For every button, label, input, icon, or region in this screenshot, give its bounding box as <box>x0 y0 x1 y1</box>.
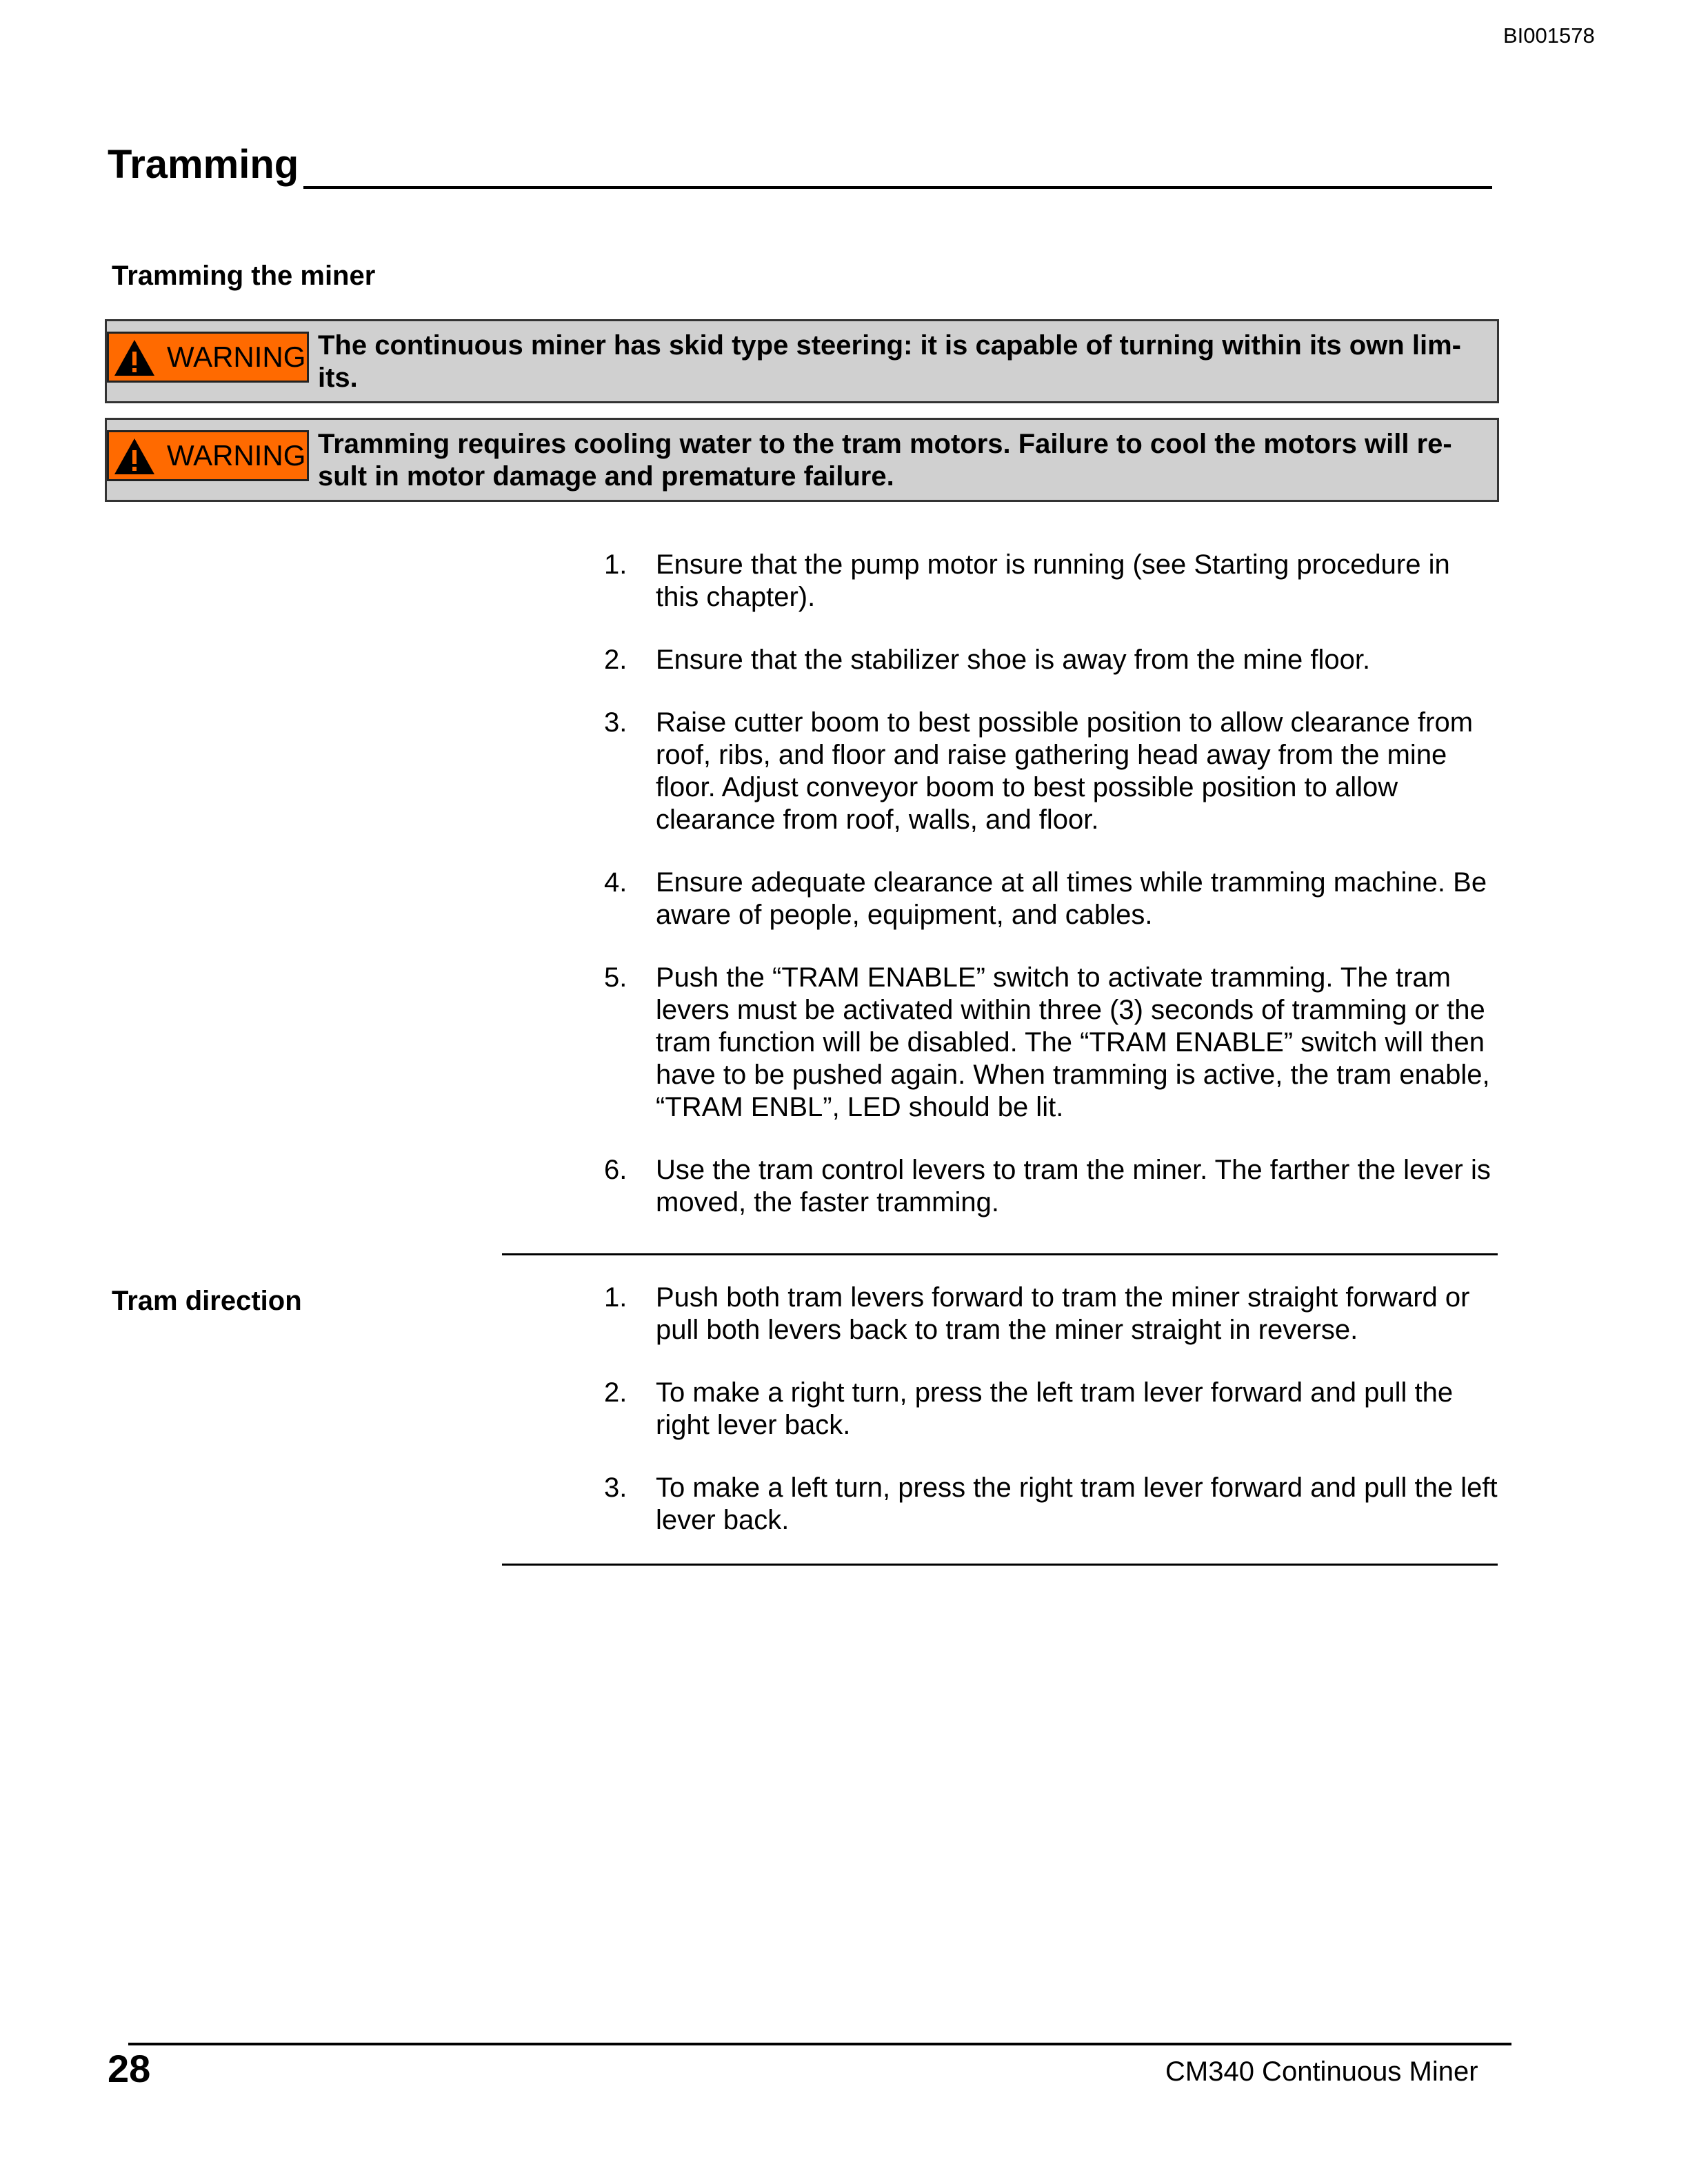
warning-box-skid-steering <box>105 319 1499 403</box>
footer-rule <box>128 2043 1511 2045</box>
tram-direction-steps-list <box>604 1282 1500 1567</box>
list-item-number: 5. <box>604 962 627 993</box>
warning-text: Tramming requires cooling water to the tram motors. Failure to cool the motors will re-sult in motor damage and premature failure. <box>318 429 1452 492</box>
list-item <box>604 549 1500 614</box>
list-item <box>604 644 1500 676</box>
list-item <box>604 1154 1500 1219</box>
list-item-number: 1. <box>604 1282 627 1313</box>
list-item-text: To make a left turn, press the right tram lever forward and pull the left lever back. <box>656 1473 1498 1535</box>
list-item-number: 3. <box>604 707 627 738</box>
list-item <box>604 867 1500 931</box>
list-item <box>604 1377 1500 1442</box>
list-item-number: 1. <box>604 549 627 580</box>
list-item <box>604 707 1500 836</box>
list-item-text: To make a right turn, press the left tram lever forward and pull the right lever back. <box>656 1377 1454 1440</box>
list-item-text: Push both tram levers forward to tram the miner straight forward or pull both levers back to tram the miner straight in reverse. <box>656 1282 1470 1345</box>
list-item-text: Ensure adequate clearance at all times while tramming machine. Be aware of people, equipment, and cables. <box>656 867 1487 930</box>
warning-triangle-icon <box>113 436 156 476</box>
list-item-number: 4. <box>604 867 627 898</box>
section-divider <box>502 1253 1498 1255</box>
list-item <box>604 962 1500 1124</box>
list-item-text: Raise cutter boom to best possible position to allow clearance from roof, ribs, and floor and raise gathering head away from the mine floor. Adjust conveyor boom to best possible position to allow clearance from roof, walls, and floor. <box>656 707 1474 835</box>
list-item-text: Ensure that the pump motor is running (see Starting procedure in this chapter). <box>656 549 1450 612</box>
section-heading-tram-direction: Tram direction <box>112 1286 302 1316</box>
tramming-steps-list <box>604 549 1500 1249</box>
warning-badge <box>107 332 309 383</box>
section-divider <box>502 1564 1498 1566</box>
warning-label: WARNING <box>167 439 306 472</box>
list-item-number: 6. <box>604 1155 627 1185</box>
chapter-title-rule <box>303 186 1492 189</box>
section-heading-tramming-the-miner: Tramming the miner <box>112 261 376 291</box>
page-number: 28 <box>108 2047 151 2090</box>
list-item-text: Use the tram control levers to tram the miner. The farther the lever is moved, the faster tramming. <box>656 1155 1491 1217</box>
warning-label: WARNING <box>167 341 306 373</box>
footer-title: CM340 Continuous Miner <box>1165 2056 1478 2087</box>
list-item <box>604 1472 1500 1537</box>
list-item <box>604 1282 1500 1346</box>
warning-badge <box>107 430 309 481</box>
warning-box-cooling-water <box>105 418 1499 502</box>
list-item-text: Push the “TRAM ENABLE” switch to activate tramming. The tram levers must be activated within three (3) seconds of tramming or the tram function will be disabled. The “TRAM ENABLE” switch will then have to be pushed again. When tramming is active, the tram enable, “TRAM ENBL”, LED should be lit. <box>656 962 1490 1122</box>
list-item-number: 2. <box>604 1377 627 1408</box>
document-id: BI001578 <box>1503 23 1595 48</box>
warning-triangle-icon <box>113 338 156 378</box>
list-item-number: 2. <box>604 645 627 675</box>
list-item-text: Ensure that the stabilizer shoe is away from the mine floor. <box>656 645 1371 675</box>
chapter-title: Tramming <box>108 142 299 187</box>
warning-text: The continuous miner has skid type steering: it is capable of turning within its own lim-its. <box>318 330 1461 393</box>
list-item-number: 3. <box>604 1473 627 1503</box>
